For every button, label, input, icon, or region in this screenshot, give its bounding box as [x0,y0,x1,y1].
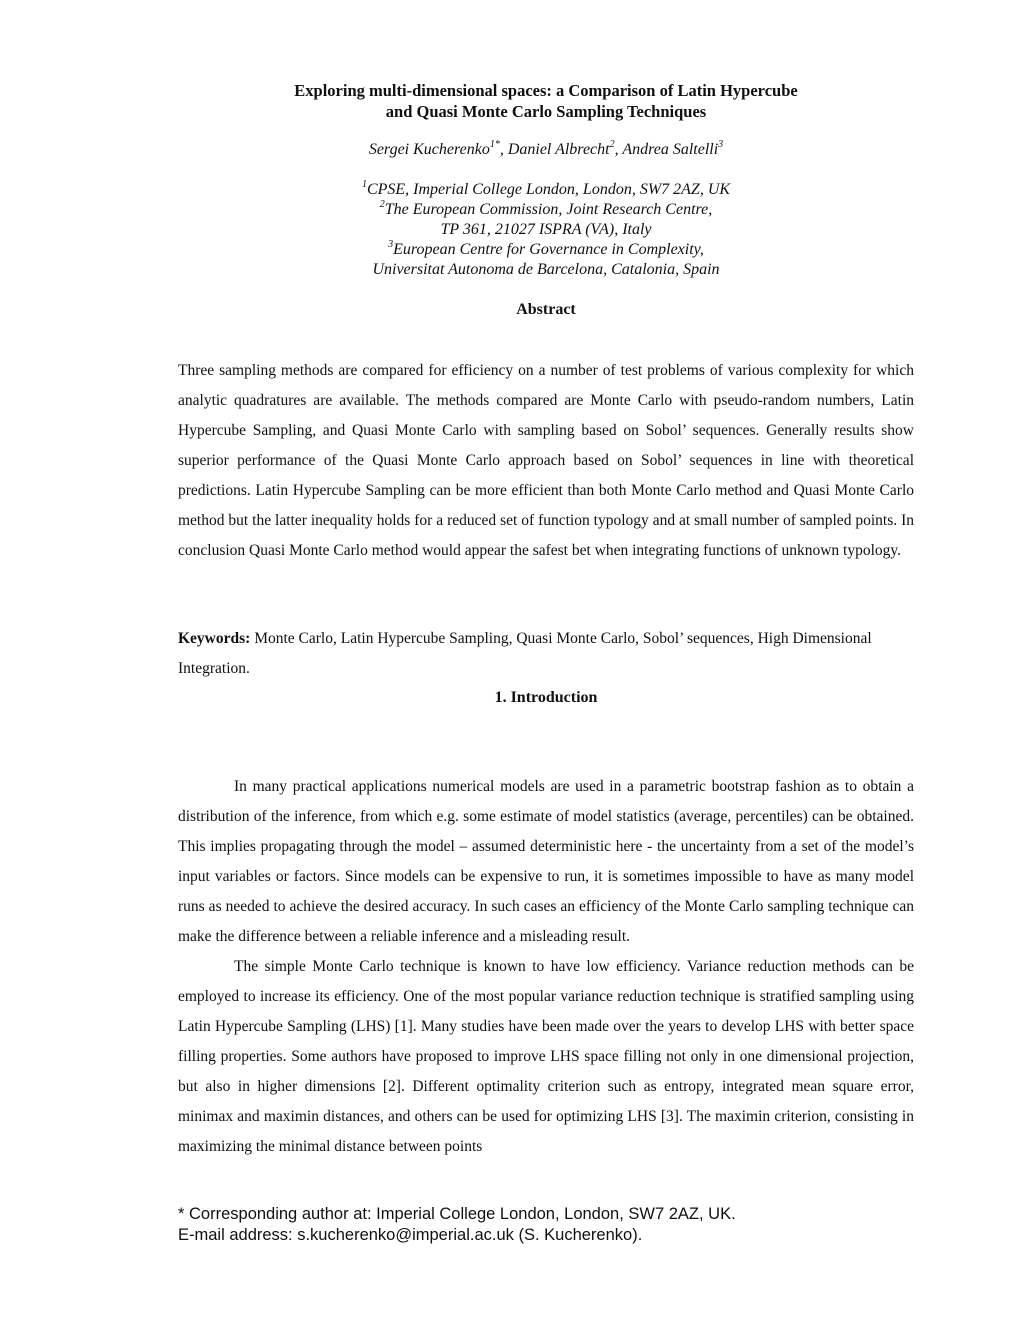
author-list: Sergei Kucherenko$^{1*}$, Daniel Albrecht$^2$, Andrea Saltelli$^3$ [368,138,724,158]
affiliation-text: The European Commission, Joint Research Centre, [384,201,713,218]
abstract-heading: Abstract [516,301,576,318]
affiliation-2-cont: TP 361, 21027 ISPRA (VA), Italy [440,221,652,238]
footnote-email: E-mail address: s.kucherenko@imperial.ac.uk (S. Kucherenko). [178,1226,643,1244]
author-name: Andrea Saltelli [622,141,719,158]
introduction-body [178,772,914,1162]
author-name: Daniel Albrecht [507,141,610,158]
author-sup: 3 [718,138,724,150]
paragraph: The simple Monte Carlo technique is known to have low efficiency. Variance reduction methods can be employed to increase its efficiency. One of the most popular variance reduction technique is stratified sampling using Latin Hypercube Sampling (LHS) [1]. Many studies have been made over the years to develop LHS with better space filling properties. Some authors have proposed to improve LHS space filling not only in one dimensional projection, but also in higher dimensions [2]. Different optimality criterion such as entropy, integrated mean square error, minimax and maximin distances, and others can be used for optimizing LHS [3]. The maximin criterion, consisting in maximizing the minimal distance between points [178,958,914,1155]
affiliations [178,180,914,280]
title-line-2: and Quasi Monte Carlo Sampling Techniques [385,102,707,121]
affiliation-2 [178,200,914,220]
title-line-1: Exploring multi-dimensional spaces: a Comparison of Latin Hypercube [294,81,798,100]
section-heading-introduction: 1. Introduction [494,689,598,706]
author-name: Sergei Kucherenko [368,141,490,158]
abstract-body: Three sampling methods are compared for efficiency on a number of test problems of various complexity for which analytic quadratures are available. The methods compared are Monte Carlo with pseudo-random numbers, Latin Hypercube Sampling, and Quasi Monte Carlo with sampling based on Sobol’ sequences. Generally results show superior performance of the Quasi Monte Carlo approach based on Sobol’ sequences in line with theoretical predictions. Latin Hypercube Sampling can be more efficient than both Monte Carlo method and Quasi Monte Carlo method but the latter inequality holds for a reduced set of function typology and at small number of sampled points. In conclusion Quasi Monte Carlo method would appear the safest bet when integrating functions of unknown typology. [178,362,914,559]
footnote [178,1204,938,1246]
affiliation-3-cont: Universitat Autonoma de Barcelona, Catalonia, Spain [372,261,720,278]
keywords [178,624,914,684]
paper-title [178,80,914,122]
keywords-label: Keywords: [178,630,251,647]
affiliation-3 [178,240,914,260]
keywords-text: Monte Carlo, Latin Hypercube Sampling, Quasi Monte Carlo, Sobol’ sequences, High Dimensional Integration. [178,630,872,677]
affiliation-sup: 2 [379,198,385,210]
footnote-corresponding-author: * Corresponding author at: Imperial College London, London, SW7 2AZ, UK. [178,1205,736,1223]
affiliation-1 [178,180,914,200]
affiliation-sup: 3 [388,238,394,250]
affiliation-text: European Centre for Governance in Complexity, [393,241,704,258]
author-sup: 2 [609,138,615,150]
author-sup: 1* [489,138,500,150]
paragraph: In many practical applications numerical models are used in a parametric bootstrap fashion as to obtain a distribution of the inference, from which e.g. some estimate of model statistics (average, percentiles) can be obtained. This implies propagating through the model – assumed deterministic here - the uncertainty from a set of the model’s input variables or factors. Since models can be expensive to run, it is sometimes impossible to have as many model runs as needed to achieve the desired accuracy. In such cases an efficiency of the Monte Carlo sampling technique can make the difference between a reliable inference and a misleading result. [178,778,914,945]
affiliation-sup: 1 [361,178,367,190]
affiliation-text: CPSE, Imperial College London, London, SW7 2AZ, UK [366,181,731,198]
